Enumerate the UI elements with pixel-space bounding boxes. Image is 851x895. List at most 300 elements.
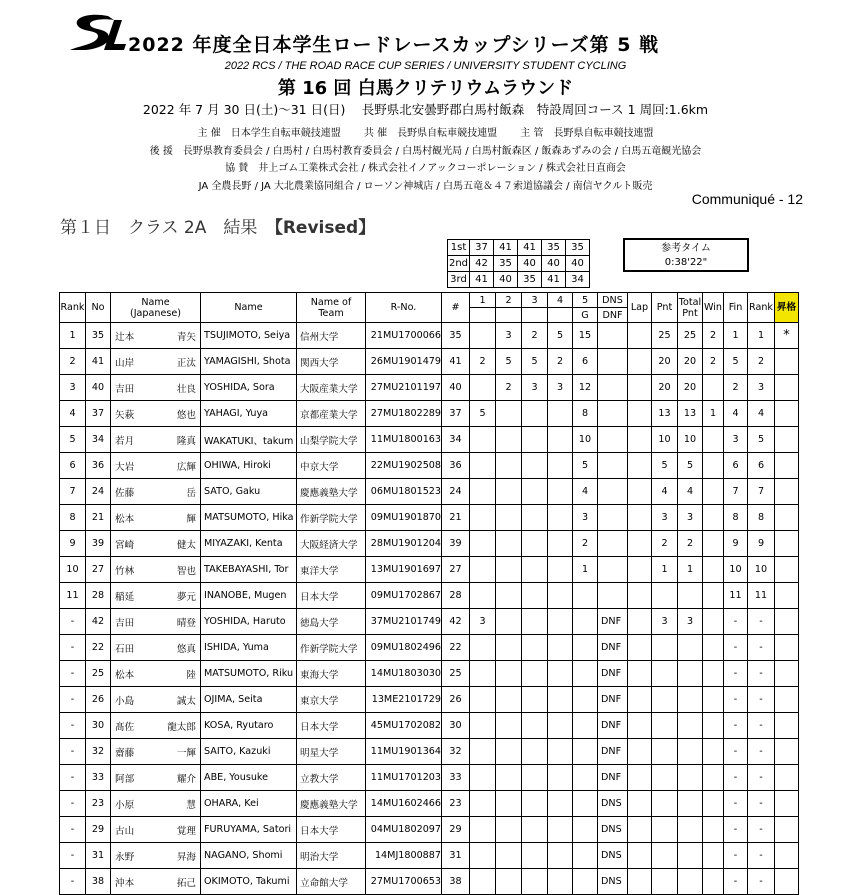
- cell-no: 41: [86, 349, 111, 375]
- cell-lap: [628, 349, 652, 375]
- cell-fin: -: [724, 791, 748, 817]
- cell-fin: -: [724, 817, 748, 843]
- cell-rno: 45MU1702082: [366, 713, 442, 739]
- cell-team: 作新学院大学: [297, 635, 366, 661]
- cell-hash: 31: [442, 843, 470, 869]
- cell-rank2: 5: [748, 427, 775, 453]
- cell-fin: -: [724, 609, 748, 635]
- cell-s2: [496, 401, 522, 427]
- cell-win: [703, 635, 724, 661]
- cell-s1: [470, 791, 496, 817]
- cell-team: 東京大学: [297, 687, 366, 713]
- col-sprint-4: 4: [548, 293, 573, 308]
- cell-promo: [775, 427, 799, 453]
- cell-promo: [775, 869, 799, 895]
- cell-promo: [775, 453, 799, 479]
- cell-dns: [598, 375, 628, 401]
- cell-team: 日本大学: [297, 713, 366, 739]
- reference-time-value: 0:38'22": [664, 257, 708, 268]
- organizer-line: 主 催 日本学生自転車競技連盟 共 催 長野県自転車競技連盟 主 管 長野県自転車競技連盟: [197, 128, 654, 139]
- cell-hash: 27: [442, 557, 470, 583]
- communique-number: Communiqué - 12: [691, 191, 803, 207]
- lap-row-label: 1st: [448, 240, 470, 256]
- cell-s4: [548, 869, 573, 895]
- results-table: [59, 292, 799, 895]
- cell-no: 21: [86, 505, 111, 531]
- cell-pnt: 3: [652, 609, 678, 635]
- cell-rno: 04MU1802097: [366, 817, 442, 843]
- cell-team: 山梨学院大学: [297, 427, 366, 453]
- cell-hash: 26: [442, 687, 470, 713]
- cell-dns: [598, 427, 628, 453]
- surname: 小島: [115, 695, 135, 707]
- cell-promo: [775, 635, 799, 661]
- col-name-jp-1: Name: [141, 296, 170, 308]
- cell-promo: [775, 765, 799, 791]
- cell-rank2: -: [748, 687, 775, 713]
- cell-team: 慶應義塾大学: [297, 479, 366, 505]
- given-name: 誠太: [176, 695, 196, 707]
- cell-promo: [775, 375, 799, 401]
- cell-total: [678, 713, 703, 739]
- cell-pnt: 4: [652, 479, 678, 505]
- given-name: 正汰: [176, 357, 196, 369]
- cell-s1: [470, 869, 496, 895]
- result-row: [60, 531, 799, 557]
- cell-name: YAHAGI, Yuya: [201, 401, 297, 427]
- support-line: 後 援 長野県教育委員会 / 白馬村 / 白馬村教育委員会 / 白馬村観光局 / 白馬村飯森区 / 飯森あずみの会 / 白馬五竜観光協会: [149, 146, 702, 157]
- reference-time-label: 参考タイム: [661, 243, 711, 254]
- cell-promo: [775, 531, 799, 557]
- result-row: [60, 817, 799, 843]
- surname: 小原: [115, 799, 135, 811]
- given-name: 智也: [176, 565, 196, 577]
- cell-name: INANOBE, Mugen: [201, 583, 297, 609]
- cell-s3: [522, 765, 548, 791]
- cell-lap: [628, 323, 652, 349]
- given-name: 隆真: [176, 435, 196, 447]
- col-sprint-1: 1: [470, 293, 496, 308]
- cell-s1: 2: [470, 349, 496, 375]
- col-sprint-4-sub: [548, 308, 573, 323]
- cell-win: [703, 375, 724, 401]
- given-name: 晴登: [176, 617, 196, 629]
- cell-s5: [573, 791, 598, 817]
- cell-rno: 14MU1602466: [366, 791, 442, 817]
- result-row: [60, 401, 799, 427]
- cell-no: 40: [86, 375, 111, 401]
- cell-rno: 11MU1800163: [366, 427, 442, 453]
- given-name: 龍太郎: [167, 721, 196, 733]
- surname: 山岸: [115, 357, 135, 369]
- cell-team: 明星大学: [297, 739, 366, 765]
- cell-name-jp: [111, 505, 201, 531]
- cell-rank: -: [60, 687, 86, 713]
- result-row: [60, 713, 799, 739]
- cell-s4: 5: [548, 323, 573, 349]
- cell-fin: -: [724, 635, 748, 661]
- cell-lap: [628, 531, 652, 557]
- cell-hash: 29: [442, 817, 470, 843]
- cell-total: [678, 583, 703, 609]
- cell-no: 29: [86, 817, 111, 843]
- cell-hash: 22: [442, 635, 470, 661]
- lap-cell: 41: [470, 272, 494, 288]
- given-name: 健太: [176, 539, 196, 551]
- cell-s1: [470, 323, 496, 349]
- cell-win: [703, 479, 724, 505]
- col-name-jp-2: (Japanese): [129, 307, 182, 319]
- cell-lap: [628, 817, 652, 843]
- col-total: [678, 293, 703, 323]
- cell-s2: [496, 869, 522, 895]
- cell-lap: [628, 713, 652, 739]
- cell-s2: [496, 609, 522, 635]
- cell-fin: 1: [724, 323, 748, 349]
- given-name: 広輝: [176, 461, 196, 473]
- cell-s5: [573, 739, 598, 765]
- cell-rank: 6: [60, 453, 86, 479]
- cell-promo: [775, 687, 799, 713]
- cell-pnt: 2: [652, 531, 678, 557]
- col-total-2: Pnt: [682, 307, 698, 319]
- cell-dns: DNF: [598, 739, 628, 765]
- revised-label: 【Revised】: [274, 218, 376, 238]
- cell-s1: [470, 453, 496, 479]
- cell-promo: [775, 661, 799, 687]
- lap-cell: 42: [470, 256, 494, 272]
- cell-team: 慶應義塾大学: [297, 791, 366, 817]
- cell-total: 4: [678, 479, 703, 505]
- cell-s4: [548, 791, 573, 817]
- cell-s3: 3: [522, 375, 548, 401]
- surname: 松本: [115, 513, 135, 525]
- result-row: [60, 869, 799, 895]
- cell-name: ISHIDA, Yuma: [201, 635, 297, 661]
- cell-pnt: [652, 687, 678, 713]
- cell-s2: 2: [496, 375, 522, 401]
- cell-win: [703, 869, 724, 895]
- cell-no: 22: [86, 635, 111, 661]
- surname: 竹林: [115, 565, 135, 577]
- cell-rno: 11MU1701203: [366, 765, 442, 791]
- cell-fin: 3: [724, 427, 748, 453]
- cell-s4: [548, 843, 573, 869]
- cell-team: 京都産業大学: [297, 401, 366, 427]
- cell-rno: 11MU1901364: [366, 739, 442, 765]
- cell-s5: 12: [573, 375, 598, 401]
- cell-no: 32: [86, 739, 111, 765]
- col-total-1: Total: [678, 296, 702, 308]
- cell-team: 徳島大学: [297, 609, 366, 635]
- surname: 古山: [115, 825, 135, 837]
- cell-s4: [548, 401, 573, 427]
- cell-pnt: [652, 843, 678, 869]
- cell-hash: 35: [442, 323, 470, 349]
- lap-cell: 41: [494, 240, 518, 256]
- cell-win: [703, 557, 724, 583]
- col-pnt: Pnt: [652, 293, 678, 323]
- col-name-jp: [111, 293, 201, 323]
- cell-pnt: [652, 661, 678, 687]
- cell-hash: 23: [442, 791, 470, 817]
- cell-team: 立命館大学: [297, 869, 366, 895]
- cell-rank2: -: [748, 609, 775, 635]
- cell-name: MATSUMOTO, Riku: [201, 661, 297, 687]
- cell-rank: -: [60, 869, 86, 895]
- surname: 辻本: [115, 331, 135, 343]
- cell-pnt: 3: [652, 505, 678, 531]
- cell-promo: [775, 505, 799, 531]
- cell-s2: [496, 843, 522, 869]
- cell-s3: [522, 713, 548, 739]
- cell-rno: 13ME2101729: [366, 687, 442, 713]
- cell-rank: -: [60, 713, 86, 739]
- cell-pnt: 5: [652, 453, 678, 479]
- cell-dns: [598, 583, 628, 609]
- cell-s2: [496, 453, 522, 479]
- lap-cell: 41: [518, 240, 542, 256]
- cell-no: 26: [86, 687, 111, 713]
- surname: 大岩: [115, 461, 135, 473]
- cell-no: 23: [86, 791, 111, 817]
- cell-s4: [548, 635, 573, 661]
- cell-fin: 2: [724, 375, 748, 401]
- cell-total: 10: [678, 427, 703, 453]
- cell-lap: [628, 609, 652, 635]
- cell-s3: [522, 453, 548, 479]
- cell-team: 明治大学: [297, 843, 366, 869]
- surname: 髙佐: [115, 721, 135, 733]
- cell-dns: DNF: [598, 661, 628, 687]
- cell-dns: DNF: [598, 765, 628, 791]
- cell-rno: 28MU1901204: [366, 531, 442, 557]
- cell-s5: [573, 635, 598, 661]
- cell-rank: 2: [60, 349, 86, 375]
- result-row: [60, 349, 799, 375]
- cell-rank: -: [60, 739, 86, 765]
- surname: 矢萩: [115, 409, 135, 421]
- cell-rank2: -: [748, 635, 775, 661]
- cell-fin: 4: [724, 401, 748, 427]
- cell-pnt: 1: [652, 557, 678, 583]
- cell-s1: [470, 687, 496, 713]
- cell-name: NAGANO, Shomi: [201, 843, 297, 869]
- cell-s4: [548, 817, 573, 843]
- cell-s3: [522, 791, 548, 817]
- cell-s4: [548, 427, 573, 453]
- cell-dns: DNF: [598, 687, 628, 713]
- cell-hash: 36: [442, 453, 470, 479]
- cell-dns: DNS: [598, 817, 628, 843]
- cell-total: 1: [678, 557, 703, 583]
- cell-no: 25: [86, 661, 111, 687]
- given-name: 一輝: [176, 747, 196, 759]
- cell-name-jp: [111, 661, 201, 687]
- col-sprint-3-sub: [522, 308, 548, 323]
- cell-s3: [522, 843, 548, 869]
- cell-name: SATO, Gaku: [201, 479, 297, 505]
- given-name: 岳: [186, 487, 196, 499]
- cell-hash: 25: [442, 661, 470, 687]
- cell-rank: 5: [60, 427, 86, 453]
- surname: 吉田: [115, 617, 135, 629]
- cell-s1: [470, 427, 496, 453]
- day-title-text: 第１日 クラス 2A 結果: [60, 218, 275, 238]
- cell-rank2: 10: [748, 557, 775, 583]
- cell-no: 37: [86, 401, 111, 427]
- col-sprint-2-sub: [496, 308, 522, 323]
- cell-hash: 37: [442, 401, 470, 427]
- cell-s3: [522, 661, 548, 687]
- given-name: 耀介: [176, 773, 196, 785]
- cell-rank2: 9: [748, 531, 775, 557]
- cell-hash: 39: [442, 531, 470, 557]
- cell-win: [703, 843, 724, 869]
- cell-name: WAKATUKI、takum: [201, 427, 297, 453]
- cell-s3: [522, 531, 548, 557]
- cell-promo: [775, 401, 799, 427]
- cell-name: FURUYAMA, Satori: [201, 817, 297, 843]
- cell-s1: [470, 375, 496, 401]
- cell-s5: 1: [573, 557, 598, 583]
- cell-win: [703, 609, 724, 635]
- cell-rank: 9: [60, 531, 86, 557]
- series-subtitle: 2022 RCS / THE ROAD RACE CUP SERIES / UNIVERSITY STUDENT CYCLING: [224, 60, 627, 72]
- cell-win: [703, 713, 724, 739]
- cell-s1: 5: [470, 401, 496, 427]
- cell-s2: [496, 687, 522, 713]
- cell-name-jp: [111, 453, 201, 479]
- surname: 齋藤: [115, 747, 135, 759]
- cell-name-jp: [111, 817, 201, 843]
- cell-rank2: -: [748, 739, 775, 765]
- cell-dns: [598, 505, 628, 531]
- cell-fin: 6: [724, 453, 748, 479]
- cell-s3: [522, 479, 548, 505]
- result-row: [60, 479, 799, 505]
- cell-win: 1: [703, 401, 724, 427]
- cell-win: [703, 453, 724, 479]
- cell-s1: [470, 739, 496, 765]
- cell-lap: [628, 635, 652, 661]
- cell-hash: 42: [442, 609, 470, 635]
- cell-no: 27: [86, 557, 111, 583]
- cell-s4: [548, 687, 573, 713]
- cell-s5: [573, 609, 598, 635]
- cell-s2: [496, 791, 522, 817]
- cell-lap: [628, 401, 652, 427]
- cell-name-jp: [111, 375, 201, 401]
- cell-name: OKIMOTO, Takumi: [201, 869, 297, 895]
- col-team: [297, 293, 366, 323]
- cell-fin: -: [724, 661, 748, 687]
- cell-s2: [496, 739, 522, 765]
- cell-s3: [522, 739, 548, 765]
- cell-rno: 09MU1802496: [366, 635, 442, 661]
- cell-win: [703, 817, 724, 843]
- cell-team: 東海大学: [297, 661, 366, 687]
- cell-pnt: 25: [652, 323, 678, 349]
- col-rno: R-No.: [366, 293, 442, 323]
- cell-team: 日本大学: [297, 583, 366, 609]
- cell-lap: [628, 661, 652, 687]
- cell-no: 36: [86, 453, 111, 479]
- cell-promo: [775, 349, 799, 375]
- cell-rank2: -: [748, 817, 775, 843]
- cell-lap: [628, 843, 652, 869]
- cell-rno: 27MU2101197: [366, 375, 442, 401]
- cell-s3: [522, 557, 548, 583]
- cell-dns: [598, 453, 628, 479]
- lap-row: [448, 272, 590, 288]
- cell-dns: DNF: [598, 635, 628, 661]
- cell-pnt: 10: [652, 427, 678, 453]
- cell-dns: [598, 401, 628, 427]
- cell-name-jp: [111, 609, 201, 635]
- cell-rank: -: [60, 609, 86, 635]
- cell-s2: [496, 713, 522, 739]
- cell-name: TSUJIMOTO, Seiya: [201, 323, 297, 349]
- cell-name-jp: [111, 869, 201, 895]
- cell-name: OHIWA, Hiroki: [201, 453, 297, 479]
- cell-fin: -: [724, 765, 748, 791]
- cell-pnt: [652, 869, 678, 895]
- sponsor-line: 協 賛 井上ゴム工業株式会社 / 株式会社イノアックコーポレーション / 株式会社日直商会: [225, 163, 626, 174]
- cell-no: 33: [86, 765, 111, 791]
- cell-s4: [548, 505, 573, 531]
- cell-s4: [548, 583, 573, 609]
- col-goal: G: [573, 308, 598, 323]
- cell-hash: 30: [442, 713, 470, 739]
- cell-fin: 9: [724, 531, 748, 557]
- cell-win: 2: [703, 323, 724, 349]
- cell-win: [703, 531, 724, 557]
- cell-s5: [573, 817, 598, 843]
- cell-fin: 10: [724, 557, 748, 583]
- col-win: Win: [703, 293, 724, 323]
- cell-s5: 5: [573, 453, 598, 479]
- cell-s3: [522, 817, 548, 843]
- cell-rno: 09MU1901870: [366, 505, 442, 531]
- cell-name: SAITO, Kazuki: [201, 739, 297, 765]
- col-lap: Lap: [628, 293, 652, 323]
- cell-s2: 5: [496, 349, 522, 375]
- cell-fin: -: [724, 713, 748, 739]
- cell-win: [703, 583, 724, 609]
- cell-s3: 2: [522, 323, 548, 349]
- cell-rank: 11: [60, 583, 86, 609]
- cell-name-jp: [111, 583, 201, 609]
- col-no: No: [86, 293, 111, 323]
- cell-total: [678, 791, 703, 817]
- cell-team: 立教大学: [297, 765, 366, 791]
- cell-rno: 14MU1803030: [366, 661, 442, 687]
- lap-row-label: 3rd: [448, 272, 470, 288]
- cell-dns: [598, 349, 628, 375]
- col-dns: DNS: [598, 293, 628, 308]
- cell-hash: 28: [442, 583, 470, 609]
- cell-total: [678, 765, 703, 791]
- lap-leader-table: [447, 239, 590, 288]
- cell-rank2: -: [748, 869, 775, 895]
- sponsor-line-2: JA 全農長野 / JA 大北農業協同組合 / ローソン神城店 / 白馬五竜＆４７索道協議会 / 南信ヤクルト販売: [198, 181, 653, 192]
- cell-hash: 24: [442, 479, 470, 505]
- cell-rank: -: [60, 791, 86, 817]
- cell-s1: [470, 713, 496, 739]
- cell-hash: 33: [442, 765, 470, 791]
- cell-s5: 10: [573, 427, 598, 453]
